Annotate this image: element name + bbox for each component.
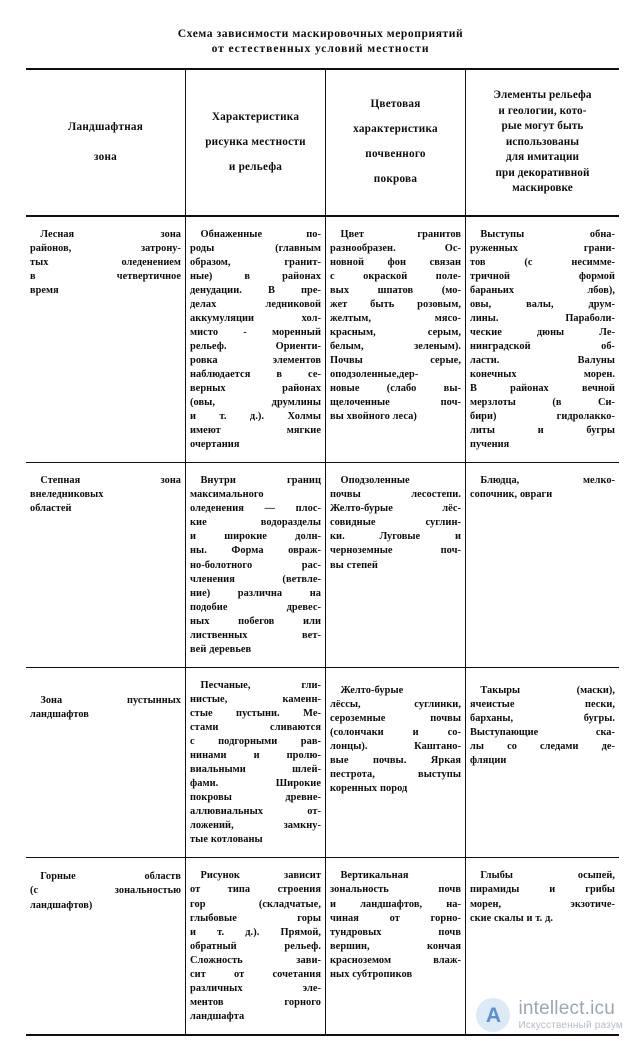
text-line: фляции bbox=[470, 755, 507, 767]
text-line: денудации. В пре- bbox=[190, 284, 321, 296]
text-line: ментов горного bbox=[190, 996, 321, 1008]
text-line: областей bbox=[30, 503, 72, 515]
text-line: Характеристика bbox=[211, 110, 300, 123]
text-line: чиная от горно- bbox=[330, 912, 461, 924]
text-line: аккумуляции хол- bbox=[190, 312, 321, 324]
text-line: обратный рельеф. bbox=[190, 940, 321, 952]
text-line: вые почвы. Яркая bbox=[330, 755, 461, 767]
text-line: Горные областв bbox=[30, 871, 181, 883]
text-line: от типа строения bbox=[190, 884, 321, 896]
text-line: барханы, бугры. bbox=[470, 712, 615, 724]
text-line: и рельефа bbox=[228, 160, 283, 173]
cell-forest-zone-zone bbox=[26, 217, 185, 463]
text-line: ных субтропиков bbox=[330, 968, 413, 980]
cell-desert-zone-terrain bbox=[185, 668, 325, 858]
text-line: покровы древне- bbox=[190, 792, 321, 804]
text-line: овы, валы, друм- bbox=[470, 298, 615, 310]
text-line: желтым, мясо- bbox=[330, 312, 461, 324]
cell-text bbox=[470, 228, 615, 453]
text-line: покрова bbox=[373, 173, 418, 186]
watermark-site-name: intellect.icu bbox=[518, 998, 616, 1020]
cell-steppe-zone-zone bbox=[26, 463, 185, 667]
text-line: Вертикальная bbox=[330, 870, 409, 882]
text-line: ки. Луговые и bbox=[330, 531, 461, 543]
cell-text bbox=[30, 474, 181, 516]
text-line: вершин, кончая bbox=[330, 940, 461, 952]
header-cell-terrain-relief bbox=[185, 70, 325, 215]
cell-desert-zone-relief bbox=[465, 668, 619, 858]
text-line: Элементы рельефа bbox=[493, 89, 592, 101]
title-line-1: Схема зависимости маскировочных мероприятий bbox=[177, 27, 464, 40]
text-line: ложений, замкну- bbox=[190, 820, 321, 832]
text-line: с подгорными рав- bbox=[190, 736, 321, 748]
text-line: мерзлоты (в Си- bbox=[470, 397, 615, 409]
header-cell-relief-geology bbox=[465, 70, 619, 215]
text-line: почвенного bbox=[365, 148, 426, 161]
text-line: Внутри границ bbox=[190, 475, 321, 487]
cell-steppe-zone-terrain bbox=[185, 463, 325, 667]
text-line: Блюдца, мелко- bbox=[470, 475, 615, 487]
text-line: ние) различна на bbox=[190, 587, 321, 599]
text-line: бири) гидролакко- bbox=[470, 411, 615, 423]
text-line: тундровых почв bbox=[330, 926, 461, 938]
text-line: Степная зона bbox=[30, 475, 181, 487]
text-line: в четвертичное bbox=[30, 270, 181, 282]
text-line: Выступы обна- bbox=[470, 228, 615, 240]
text-line: Зона пустынных bbox=[30, 694, 181, 706]
text-line: наблюдается в се- bbox=[190, 368, 321, 380]
text-line: вы степей bbox=[330, 559, 378, 571]
cell-text bbox=[190, 474, 321, 657]
text-line: зона bbox=[93, 151, 118, 164]
text-line: ячеистые пески, bbox=[470, 698, 615, 710]
cell-forest-zone-relief bbox=[465, 217, 619, 463]
text-line: ландшафтов bbox=[30, 708, 89, 720]
text-line: ландшафта bbox=[190, 1010, 245, 1022]
text-line: ские скалы и т. д. bbox=[470, 912, 553, 924]
text-line: стами сливаются bbox=[190, 722, 321, 733]
text-line: щелоченные поч- bbox=[330, 397, 461, 409]
cell-mountain-zone-zone bbox=[26, 858, 185, 1034]
text-line: фами. Широкие bbox=[190, 778, 321, 790]
text-line: Песчаные, гли- bbox=[190, 679, 321, 691]
cell-steppe-zone-soil bbox=[325, 463, 465, 667]
text-line: бараньих лбов), bbox=[470, 284, 615, 296]
text-line: лонцы). Каштано- bbox=[330, 741, 461, 753]
text-line: новной фон связан bbox=[330, 256, 461, 268]
text-line: верных районах bbox=[190, 383, 321, 395]
text-line: внеледниковых bbox=[30, 489, 104, 501]
header-text-soil-color bbox=[330, 92, 461, 192]
text-line: но-болотного рас- bbox=[190, 559, 321, 571]
header-text-landscape-zone bbox=[30, 112, 181, 172]
text-line: (овы, друмлины bbox=[190, 397, 321, 409]
text-line: ны. Форма овраж- bbox=[190, 545, 321, 557]
cell-steppe-zone-relief bbox=[465, 463, 619, 667]
cell-text bbox=[470, 684, 615, 768]
cell-text bbox=[330, 869, 461, 981]
text-line: кие водоразделы bbox=[190, 517, 321, 529]
text-line: членения (ветвле- bbox=[190, 573, 321, 585]
text-line: пирамиды и грибы bbox=[470, 884, 615, 896]
text-line: новые (слабо вы- bbox=[330, 383, 461, 395]
watermark-tagline: Искусственный разум bbox=[518, 1020, 623, 1032]
text-line: сероземные почвы bbox=[330, 712, 461, 724]
cell-text bbox=[190, 869, 321, 1024]
text-line: вы хвойного леса) bbox=[330, 411, 417, 423]
text-line: и широкие долн- bbox=[190, 531, 321, 543]
text-line: сопочник, овраги bbox=[470, 489, 553, 501]
text-line: Выступающие ска- bbox=[470, 727, 615, 738]
text-line: аллювиальных от- bbox=[190, 806, 321, 818]
text-line: вых шпатов (мо- bbox=[330, 284, 461, 296]
text-line: и геологии, кото- bbox=[498, 104, 587, 117]
text-line: руженных грани- bbox=[470, 242, 615, 254]
cell-mountain-zone-terrain bbox=[185, 858, 325, 1034]
text-line: красным, серым, bbox=[330, 326, 461, 338]
text-line: Почвы серые, bbox=[330, 354, 461, 366]
text-line: разнообразен. Ос- bbox=[330, 242, 461, 254]
cell-text bbox=[30, 228, 181, 298]
text-line: Лесная зона bbox=[30, 228, 181, 240]
text-line: (с зональностью bbox=[30, 885, 181, 897]
text-line: ные) в районах bbox=[190, 270, 321, 282]
text-line: гор (складчатые, bbox=[190, 898, 321, 910]
text-line: рельеф. Ориенти- bbox=[190, 340, 321, 352]
cell-text bbox=[330, 684, 461, 796]
text-line: красноземом влаж- bbox=[330, 954, 461, 966]
text-line: Цвет гранитов bbox=[330, 228, 461, 240]
watermark-logo-icon: A bbox=[476, 998, 510, 1032]
watermark-text bbox=[518, 998, 623, 1031]
text-line: Такыры (маски), bbox=[470, 684, 615, 696]
text-line: маскировке bbox=[512, 182, 573, 194]
text-line: лиственных вет- bbox=[190, 629, 321, 641]
text-line: Желто-бурые лёс- bbox=[330, 503, 461, 515]
document-title bbox=[0, 0, 641, 56]
text-line: лёссы, суглинки, bbox=[330, 698, 461, 710]
text-line: стые пустыни. Ме- bbox=[190, 707, 321, 719]
cell-mountain-zone-soil bbox=[325, 858, 465, 1034]
text-line: и ландшафтов, на- bbox=[330, 898, 461, 910]
table-row bbox=[26, 462, 619, 667]
header-text-relief-geology bbox=[470, 88, 615, 197]
text-line: лы со следами де- bbox=[470, 741, 615, 753]
text-line: характеристика bbox=[353, 123, 438, 136]
text-line: Цветовая bbox=[370, 98, 421, 111]
table-header-row bbox=[26, 70, 619, 217]
text-line: пестрота, выступы bbox=[330, 769, 461, 781]
text-line: виальными шлей- bbox=[190, 764, 321, 776]
text-line: нинами и пролю- bbox=[190, 750, 321, 762]
cell-desert-zone-soil bbox=[325, 668, 465, 858]
cell-text bbox=[330, 474, 461, 572]
cell-text bbox=[330, 228, 461, 425]
text-line: для имитации bbox=[505, 151, 580, 163]
text-line: образом, гранит- bbox=[190, 256, 321, 268]
text-line: очертания bbox=[190, 439, 240, 451]
table-body bbox=[26, 217, 619, 1034]
text-line: ных побегов или bbox=[190, 615, 321, 627]
text-line: использованы bbox=[505, 135, 580, 148]
table-row bbox=[26, 217, 619, 463]
text-line: глыбовые горы bbox=[190, 912, 321, 924]
text-line: оподзоленные,дер- bbox=[330, 368, 419, 380]
title-line-2: от естественных условий местности bbox=[211, 42, 430, 55]
text-line: Оподзоленные bbox=[330, 475, 410, 487]
text-line: морен, экзотиче- bbox=[470, 898, 615, 910]
text-line: В районах вечной bbox=[470, 383, 615, 395]
text-line: тричной формой bbox=[470, 270, 615, 282]
cell-desert-zone-zone bbox=[26, 668, 185, 858]
header-cell-soil-color bbox=[325, 70, 465, 215]
text-line: оледенения — плос- bbox=[190, 503, 321, 515]
text-line: время bbox=[30, 284, 59, 296]
text-line: сит от сочетания bbox=[190, 968, 321, 980]
text-line: черноземные поч- bbox=[330, 545, 461, 557]
header-cell-landscape-zone bbox=[26, 70, 185, 215]
watermark bbox=[476, 998, 623, 1032]
text-line: районов, затрону- bbox=[30, 242, 181, 254]
cell-text bbox=[190, 228, 321, 453]
text-line: Глыбы осыпей, bbox=[470, 870, 615, 882]
header-text-terrain-relief bbox=[190, 105, 321, 180]
text-line: роды (главным bbox=[190, 242, 321, 254]
text-line: тов (с несимме- bbox=[470, 256, 615, 268]
text-line: литы и бугры bbox=[470, 425, 615, 437]
table-row bbox=[26, 667, 619, 858]
cell-forest-zone-soil bbox=[325, 217, 465, 463]
text-line: лины. Параболи- bbox=[470, 312, 615, 324]
text-line: мисто - моренный bbox=[190, 326, 321, 338]
text-line: рые могут быть bbox=[501, 120, 584, 132]
text-line: максимального bbox=[190, 489, 264, 501]
text-line: белым, зеленым). bbox=[330, 340, 461, 352]
text-line: нистые, каменн- bbox=[190, 693, 321, 705]
cell-text bbox=[470, 869, 615, 925]
text-line: почвы лесостепи. bbox=[330, 489, 461, 501]
text-line: Ландшафтная bbox=[67, 121, 144, 134]
text-line: пучения bbox=[470, 439, 510, 451]
text-line: совидные суглин- bbox=[330, 517, 461, 529]
text-line: ландшафтов) bbox=[30, 899, 93, 911]
text-line: тых оледенением bbox=[30, 256, 181, 268]
text-line: ровка элементов bbox=[190, 354, 321, 366]
text-line: имеют мягкие bbox=[190, 425, 321, 437]
text-line: (солончаки и со- bbox=[330, 727, 461, 738]
cell-text bbox=[30, 694, 181, 722]
text-line: Рисунок зависит bbox=[190, 870, 321, 882]
text-line: подобие древес- bbox=[190, 601, 321, 613]
text-line: жет быть розовым, bbox=[330, 298, 461, 310]
text-line: нинградской об- bbox=[470, 340, 615, 352]
text-line: и т. д.). Прямой, bbox=[190, 926, 321, 938]
text-line: с окраской поле- bbox=[330, 270, 461, 282]
text-line: при декоративной bbox=[495, 166, 590, 179]
text-line: конечных морен. bbox=[470, 368, 615, 380]
text-line: ласти. Валуны bbox=[470, 354, 615, 366]
text-line: вей деревьев bbox=[190, 643, 252, 655]
text-line: различных эле- bbox=[190, 982, 321, 994]
text-line: Сложность зави- bbox=[190, 954, 321, 966]
text-line: ческие дюны Ле- bbox=[470, 326, 615, 338]
cell-text bbox=[30, 870, 181, 912]
cell-forest-zone-terrain bbox=[185, 217, 325, 463]
text-line: Обнаженные по- bbox=[190, 228, 321, 240]
text-line: зональность почв bbox=[330, 884, 461, 896]
text-line: рисунка местности bbox=[205, 135, 306, 148]
text-line: тые котлованы bbox=[190, 834, 263, 846]
schema-table bbox=[26, 68, 619, 1036]
cell-text bbox=[470, 474, 615, 502]
text-line: коренных пород bbox=[330, 783, 408, 795]
text-line: Желто-бурые bbox=[330, 684, 404, 696]
cell-text bbox=[190, 679, 321, 848]
text-line: делах ледниковой bbox=[190, 298, 321, 310]
text-line: и т. д.). Холмы bbox=[190, 411, 321, 423]
